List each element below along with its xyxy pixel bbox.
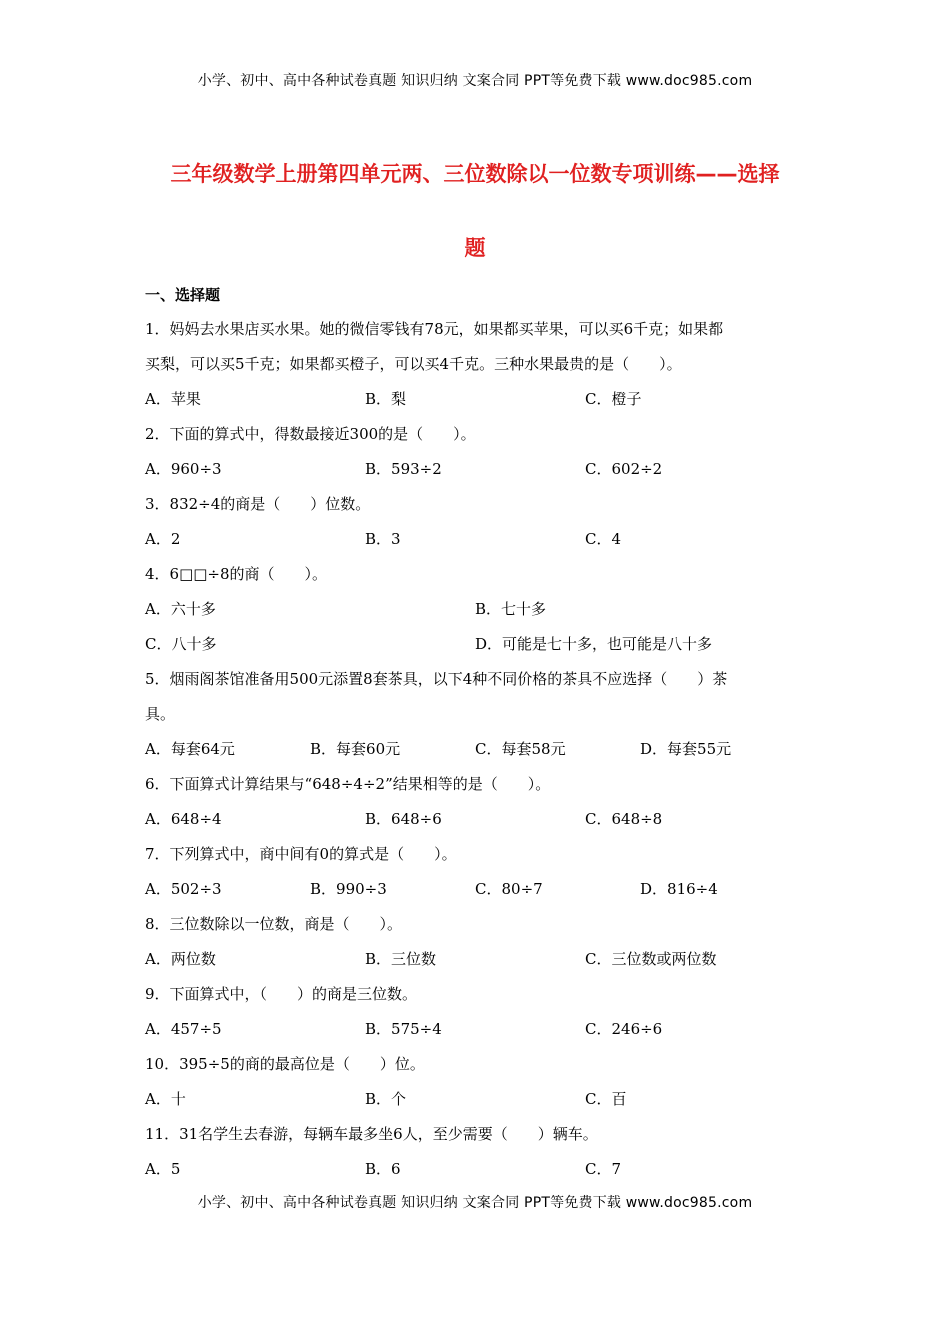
option-a: A．457÷5 — [145, 1020, 222, 1038]
option-b: B．梨 — [365, 390, 407, 408]
option-c: C．橙子 — [585, 390, 642, 408]
option-a: A．5 — [145, 1160, 181, 1178]
option-b: B．593÷2 — [365, 460, 442, 478]
option-c: C．4 — [585, 530, 622, 548]
option-b: B．648÷6 — [365, 810, 442, 828]
option-a: A．每套64元 — [145, 740, 235, 758]
question-8-options — [145, 942, 805, 977]
option-c: C．80÷7 — [475, 880, 543, 898]
option-c: C．每套58元 — [475, 740, 566, 758]
option-b: B．575÷4 — [365, 1020, 442, 1038]
option-c: C．246÷6 — [585, 1020, 663, 1038]
question-4-options-row1 — [145, 592, 805, 627]
question-1-line2: 买梨，可以买5千克；如果都买橙子，可以买4千克。三种水果最贵的是（ ）。 — [145, 355, 682, 373]
option-a: A．十 — [145, 1090, 186, 1108]
question-5-line1: 5．烟雨阁茶馆准备用500元添置8套茶具，以下4种不同价格的茶具不应选择（ ）茶 — [145, 670, 728, 688]
question-6-options — [145, 802, 805, 837]
question-list — [145, 312, 805, 1187]
option-c: C．百 — [585, 1090, 627, 1108]
question-7-options — [145, 872, 805, 907]
option-a: A．六十多 — [145, 600, 216, 618]
question-2-options — [145, 452, 805, 487]
question-3-options — [145, 522, 805, 557]
question-10: 10．395÷5的商的最高位是（ ）位。 — [145, 1055, 425, 1073]
question-5-line2: 具。 — [145, 705, 176, 723]
question-4-options-row2 — [145, 627, 805, 662]
question-9-options — [145, 1012, 805, 1047]
option-a: A．502÷3 — [145, 880, 222, 898]
option-a: A．648÷4 — [145, 810, 222, 828]
question-5-options — [145, 732, 805, 767]
question-6: 6．下面算式计算结果与“648÷4÷2”结果相等的是（ ）。 — [145, 775, 551, 793]
option-c: C．八十多 — [145, 635, 217, 653]
question-10-options — [145, 1082, 805, 1117]
option-d: D．可能是七十多，也可能是八十多 — [475, 635, 713, 653]
doc-title-line2: 题 — [464, 236, 486, 260]
section-title: 一、选择题 — [145, 286, 221, 304]
option-b: B．七十多 — [475, 600, 547, 618]
option-c: C．602÷2 — [585, 460, 663, 478]
doc-title-line1: 三年级数学上册第四单元两、三位数除以一位数专项训练——选择 — [170, 162, 780, 186]
question-9: 9．下面算式中，（ ）的商是三位数。 — [145, 985, 418, 1003]
option-c: C．7 — [585, 1160, 622, 1178]
page-header: 小学、初中、高中各种试卷真题 知识归纳 文案合同 PPT等免费下载 www.doc985.com — [197, 73, 753, 89]
question-3: 3．832÷4的商是（ ）位数。 — [145, 495, 371, 513]
option-c: C．648÷8 — [585, 810, 663, 828]
option-b: B．3 — [365, 530, 401, 548]
option-a: A．960÷3 — [145, 460, 222, 478]
option-b: B．990÷3 — [310, 880, 387, 898]
question-4: 4．6□□÷8的商（ ）。 — [145, 565, 328, 583]
option-d: D．816÷4 — [640, 880, 718, 898]
option-b: B．6 — [365, 1160, 401, 1178]
question-7: 7．下列算式中，商中间有0的算式是（ ）。 — [145, 845, 457, 863]
question-8: 8．三位数除以一位数，商是（ ）。 — [145, 915, 403, 933]
option-a: A．2 — [145, 530, 181, 548]
option-a: A．两位数 — [145, 950, 216, 968]
option-b: B．个 — [365, 1090, 407, 1108]
question-11-options — [145, 1152, 805, 1187]
question-1-options — [145, 382, 805, 417]
option-a: A．苹果 — [145, 390, 201, 408]
question-1-line1: 1．妈妈去水果店买水果。她的微信零钱有78元，如果都买苹果，可以买6千克；如果都 — [145, 320, 724, 338]
option-b: B．三位数 — [365, 950, 437, 968]
option-b: B．每套60元 — [310, 740, 401, 758]
option-d: D．每套55元 — [640, 740, 732, 758]
option-c: C．三位数或两位数 — [585, 950, 717, 968]
question-2: 2．下面的算式中，得数最接近300的是（ ）。 — [145, 425, 476, 443]
question-11: 11．31名学生去春游，每辆车最多坐6人，至少需要（ ）辆车。 — [145, 1125, 598, 1143]
page-footer: 小学、初中、高中各种试卷真题 知识归纳 文案合同 PPT等免费下载 www.doc985.com — [197, 1195, 753, 1211]
